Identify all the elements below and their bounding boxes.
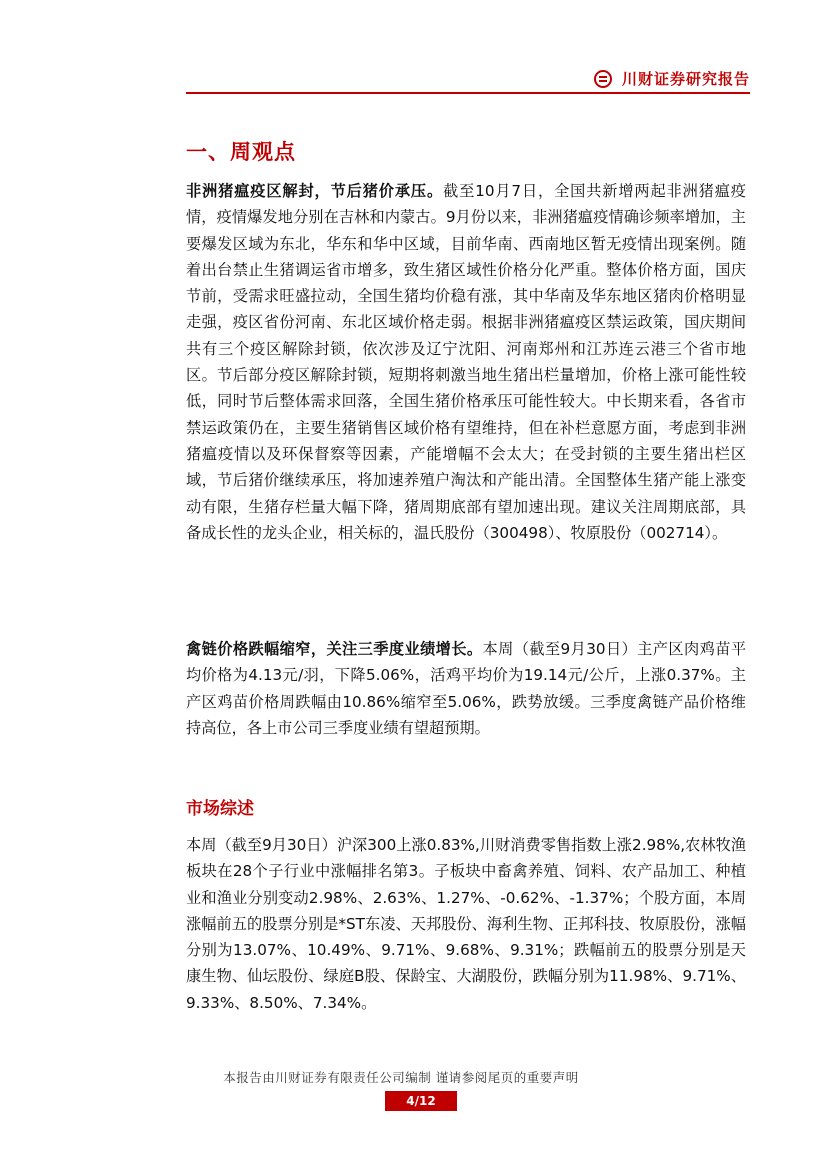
market-summary-title: 市场综述 [186,799,254,819]
section-title: 一、周观点 [186,140,296,164]
paragraph-body: 本周（截至9月30日）主产区肉鸡苗平均价格为4.13元/羽，下降5.06%，活鸡平均价为19.14元/公斤，上涨0.37%。主产区鸡苗价格周跌幅由10.86%缩窄至5.06%，跌势放缓。三季度禽链产品价格维持高位，各上市公司三季度业绩有望超预期。 [186,640,747,737]
paragraph-market: 本周（截至9月30日）沪深300上涨0.83%,川财消费零售指数上涨2.98%,农林牧渔板块在28个子行业中涨幅排名第3。子板块中畜禽养殖、饲料、农产品加工、种植业和渔业分别变动2.98%、2.63%、1.27%、-0.62%、-1.37%；个股方面，本周涨幅前五的股票分别是*ST东凌、天邦股份、海利生物、正邦科技、牧原股份，涨幅分别为13.07%、10.49%、9.71%、9.68%、9.31%；跌幅前五的股票分别是天康生物、仙坛股份、绿庭B股、保龄宝、大湖股份，跌幅分别为11.98%、9.71%、9.33%、8.50%、7.34%。 [186,836,746,1012]
paragraph-swine [186,178,746,546]
header-brand [594,68,750,89]
footer-disclaimer: 本报告由川财证券有限责任公司编制 谨请参阅尾页的重要声明 [223,1070,579,1085]
brand-logo-icon [594,70,612,88]
paragraph-poultry [186,636,746,741]
page-number: 4/12 [385,1091,457,1111]
page-header [186,66,750,94]
paragraph-lead: 非洲猪瘟疫区解封，节后猪价承压。 [186,182,444,200]
brand-name: 川财证券研究报告 [621,70,750,88]
header-divider [186,92,750,94]
paragraph-lead: 禽链价格跌幅缩窄，关注三季度业绩增长。 [186,640,483,658]
paragraph-body: 截至10月7日，全国共新增两起非洲猪瘟疫情，疫情爆发地分别在吉林和内蒙古。9月份以来，非洲猪瘟疫情确诊频率增加，主要爆发区域为东北，华东和华中区域，目前华南、西南地区暂无疫情出现案例。随着出台禁止生猪调运省市增多，致生猪区域性价格分化严重。整体价格方面，国庆节前，受需求旺盛拉动，全国生猪均价稳有涨，其中华南及华东地区猪肉价格明显走强，疫区省份河南、东北区域价格走弱。根据非洲猪瘟疫区禁运政策，国庆期间共有三个疫区解除封锁，依次涉及辽宁沈阳、河南郑州和江苏连云港三个省市地区。节后部分疫区解除封锁，短期将刺激当地生猪出栏量增加，价格上涨可能性较低，同时节后整体需求回落，全国生猪价格承压可能性较大。中长期来看，各省市禁运政策仍在，主要生猪销售区域价格有望维持，但在补栏意愿方面，考虑到非洲猪瘟疫情以及环保督察等因素，产能增幅不会太大；在受封锁的主要生猪出栏区域，节后猪价继续承压，将加速养殖户淘汰和产能出清。全国整体生猪产能上涨变动有限，生猪存栏量大幅下降，猪周期底部有望加速出现。建议关注周期底部，具备成长性的龙头企业，相关标的，温氏股份（300498）、牧原股份（002714）。 [186,182,746,542]
